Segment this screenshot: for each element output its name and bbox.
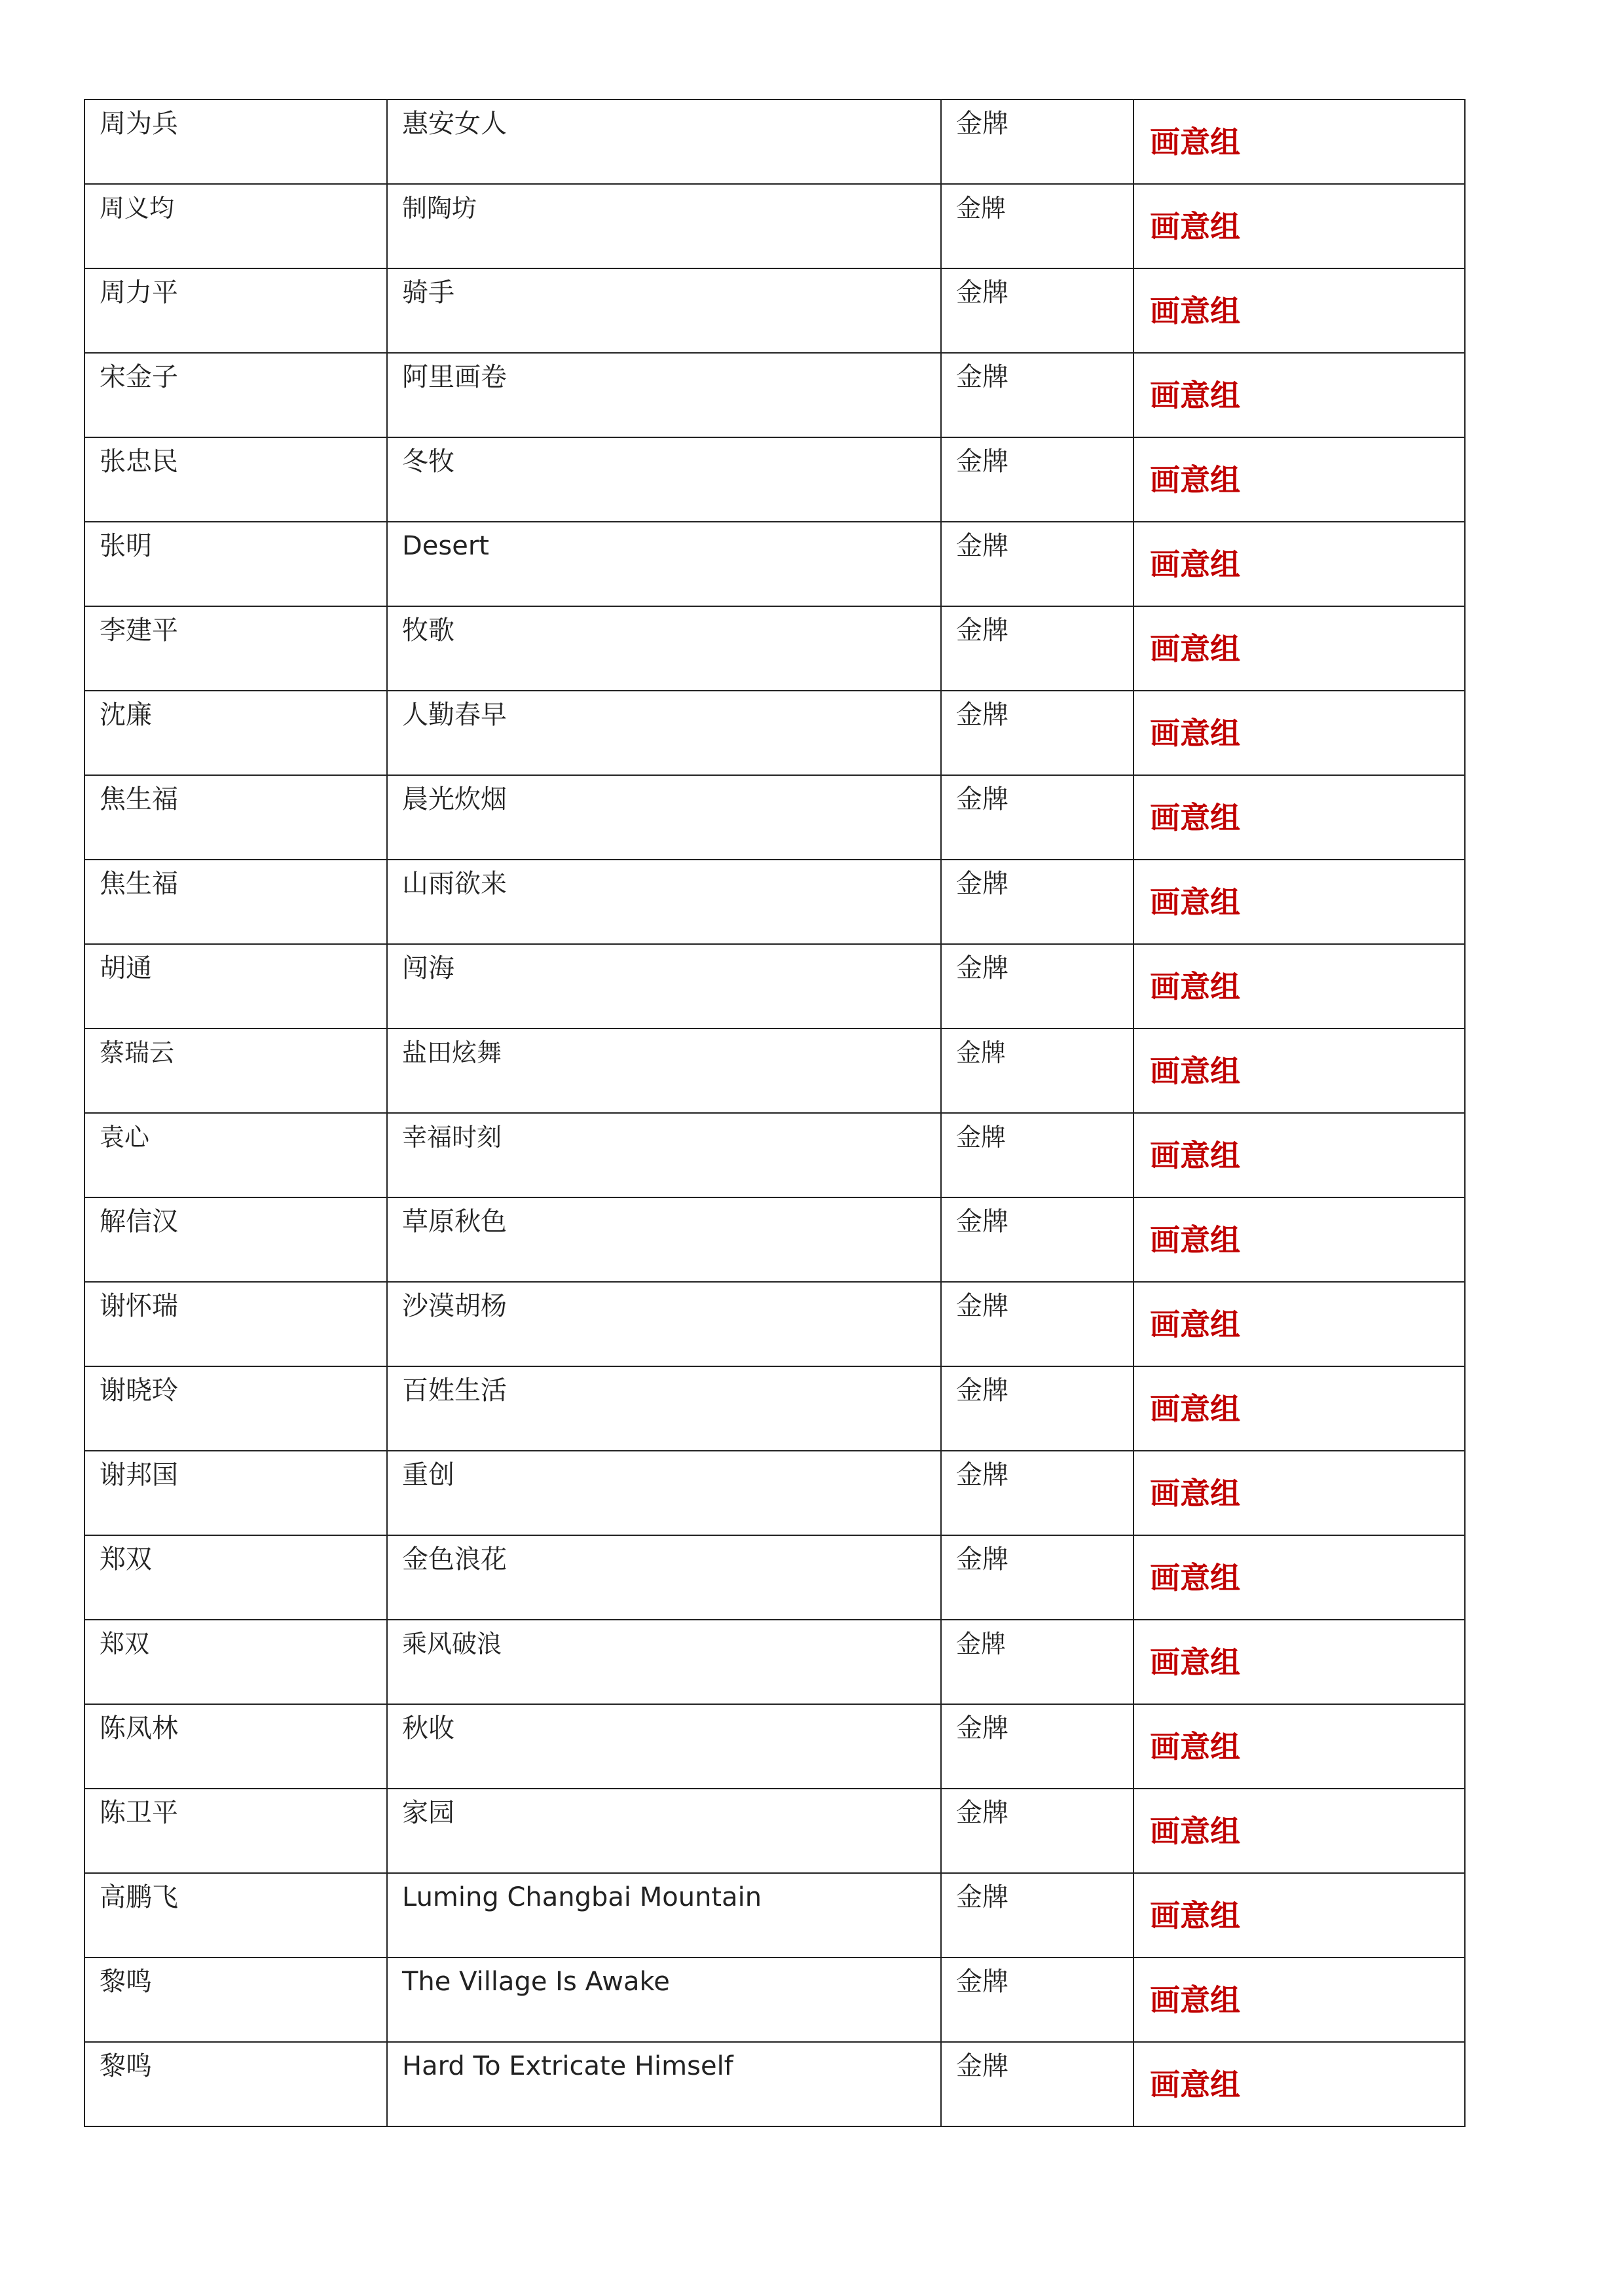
group-cell xyxy=(1134,1113,1465,1197)
award-cell xyxy=(941,1789,1134,1873)
author-text: 黎鸣 xyxy=(100,2051,152,2081)
award-cell xyxy=(941,522,1134,606)
author-text: 郑双 xyxy=(100,1544,152,1575)
author-cell xyxy=(84,860,387,944)
group-cell xyxy=(1134,184,1465,268)
author-cell xyxy=(84,353,387,437)
table-row xyxy=(84,1197,1465,1282)
award-text: 金牌 xyxy=(956,1376,1008,1406)
group-cell xyxy=(1134,1873,1465,1958)
group-cell xyxy=(1134,522,1465,606)
author-text: 周义均 xyxy=(100,194,175,223)
award-cell xyxy=(941,1535,1134,1620)
title-text: 惠安女人 xyxy=(402,109,507,139)
title-cell xyxy=(387,353,941,437)
title-cell xyxy=(387,691,941,775)
group-cell xyxy=(1134,944,1465,1029)
award-text: 金牌 xyxy=(956,1798,1008,1828)
award-text: 金牌 xyxy=(956,700,1008,730)
author-text: 陈凤林 xyxy=(100,1713,178,1743)
title-cell xyxy=(387,268,941,353)
author-cell xyxy=(84,606,387,691)
group-text: 画意组 xyxy=(1150,1813,1240,1849)
group-cell xyxy=(1134,1029,1465,1113)
table-row xyxy=(84,353,1465,437)
author-text: 周为兵 xyxy=(100,109,178,139)
title-text: 牧歌 xyxy=(402,615,454,646)
title-cell xyxy=(387,606,941,691)
title-text: 盐田炫舞 xyxy=(402,1038,502,1067)
table-row xyxy=(84,944,1465,1029)
title-text: 家园 xyxy=(402,1798,454,1828)
table-row xyxy=(84,100,1465,184)
title-cell xyxy=(387,1113,941,1197)
group-cell xyxy=(1134,860,1465,944)
author-cell xyxy=(84,1282,387,1366)
author-text: 谢邦国 xyxy=(100,1460,178,1490)
group-text: 画意组 xyxy=(1150,209,1240,244)
award-cell xyxy=(941,860,1134,944)
award-text: 金牌 xyxy=(956,278,1008,308)
award-text: 金牌 xyxy=(956,531,1008,561)
award-table xyxy=(84,99,1466,2127)
award-cell xyxy=(941,437,1134,522)
award-cell xyxy=(941,1704,1134,1789)
author-cell xyxy=(84,1873,387,1958)
group-text: 画意组 xyxy=(1150,293,1240,329)
author-cell xyxy=(84,1704,387,1789)
award-cell xyxy=(941,1113,1134,1197)
title-text: 冬牧 xyxy=(402,446,454,477)
author-cell xyxy=(84,1366,387,1451)
author-cell xyxy=(84,775,387,860)
title-cell xyxy=(387,1873,941,1958)
author-cell xyxy=(84,268,387,353)
title-text: Hard To Extricate Himself xyxy=(402,2051,733,2081)
table-row xyxy=(84,1282,1465,1366)
author-text: 焦生福 xyxy=(100,784,178,814)
award-cell xyxy=(941,775,1134,860)
group-cell xyxy=(1134,775,1465,860)
table-row xyxy=(84,606,1465,691)
title-text: 人勤春早 xyxy=(402,700,507,730)
title-text: 秋收 xyxy=(402,1713,454,1743)
award-cell xyxy=(941,2042,1134,2126)
title-cell xyxy=(387,1366,941,1451)
award-cell xyxy=(941,1620,1134,1704)
award-cell xyxy=(941,1197,1134,1282)
title-text: Luming Changbai Mountain xyxy=(402,1882,762,1912)
author-cell xyxy=(84,184,387,268)
author-text: 周力平 xyxy=(100,278,178,308)
award-text: 金牌 xyxy=(956,784,1008,814)
award-table-body xyxy=(84,100,1465,2126)
group-text: 画意组 xyxy=(1150,124,1240,160)
group-cell xyxy=(1134,1197,1465,1282)
author-text: 焦生福 xyxy=(100,869,178,899)
group-text: 画意组 xyxy=(1150,1391,1240,1427)
title-cell xyxy=(387,1451,941,1535)
award-text: 金牌 xyxy=(956,446,1008,477)
table-row xyxy=(84,1789,1465,1873)
group-text: 画意组 xyxy=(1150,1307,1240,1342)
title-text: 制陶坊 xyxy=(402,194,477,223)
group-cell xyxy=(1134,353,1465,437)
group-text: 画意组 xyxy=(1150,884,1240,920)
title-cell xyxy=(387,1282,941,1366)
title-cell xyxy=(387,860,941,944)
group-cell xyxy=(1134,1451,1465,1535)
award-text: 金牌 xyxy=(956,869,1008,899)
award-cell xyxy=(941,184,1134,268)
group-cell xyxy=(1134,2042,1465,2126)
title-text: 金色浪花 xyxy=(402,1544,507,1575)
author-cell xyxy=(84,100,387,184)
table-row xyxy=(84,268,1465,353)
award-text: 金牌 xyxy=(956,1713,1008,1743)
title-cell xyxy=(387,1197,941,1282)
title-cell xyxy=(387,184,941,268)
author-text: 张明 xyxy=(100,531,152,561)
table-row xyxy=(84,1366,1465,1451)
group-text: 画意组 xyxy=(1150,2067,1240,2102)
group-text: 画意组 xyxy=(1150,969,1240,1004)
group-text: 画意组 xyxy=(1150,1982,1240,2018)
group-cell xyxy=(1134,1789,1465,1873)
author-text: 谢晓玲 xyxy=(100,1376,178,1406)
award-cell xyxy=(941,1282,1134,1366)
author-text: 李建平 xyxy=(100,615,178,646)
award-cell xyxy=(941,691,1134,775)
author-cell xyxy=(84,1958,387,2042)
group-cell xyxy=(1134,100,1465,184)
title-cell xyxy=(387,522,941,606)
author-text: 袁心 xyxy=(100,1123,150,1152)
award-text: 金牌 xyxy=(956,362,1008,392)
author-text: 张忠民 xyxy=(100,446,178,477)
group-cell xyxy=(1134,606,1465,691)
group-text: 画意组 xyxy=(1150,378,1240,413)
group-cell xyxy=(1134,437,1465,522)
table-row xyxy=(84,1704,1465,1789)
title-text: 阿里画卷 xyxy=(402,362,507,392)
group-text: 画意组 xyxy=(1150,462,1240,498)
award-text: 金牌 xyxy=(956,1630,1006,1658)
title-cell xyxy=(387,1958,941,2042)
group-text: 画意组 xyxy=(1150,716,1240,751)
title-cell xyxy=(387,1704,941,1789)
author-cell xyxy=(84,1197,387,1282)
award-text: 金牌 xyxy=(956,1207,1008,1237)
group-text: 画意组 xyxy=(1150,1729,1240,1764)
award-text: 金牌 xyxy=(956,1460,1008,1490)
author-cell xyxy=(84,1451,387,1535)
group-text: 画意组 xyxy=(1150,1138,1240,1173)
title-text: 百姓生活 xyxy=(402,1376,507,1406)
award-text: 金牌 xyxy=(956,1291,1008,1321)
author-cell xyxy=(84,1620,387,1704)
title-cell xyxy=(387,437,941,522)
group-cell xyxy=(1134,1958,1465,2042)
table-row xyxy=(84,860,1465,944)
group-text: 画意组 xyxy=(1150,1476,1240,1511)
group-text: 画意组 xyxy=(1150,1053,1240,1089)
author-cell xyxy=(84,1789,387,1873)
title-cell xyxy=(387,944,941,1029)
award-cell xyxy=(941,606,1134,691)
group-text: 画意组 xyxy=(1150,1645,1240,1680)
title-text: 幸福时刻 xyxy=(402,1123,502,1152)
group-cell xyxy=(1134,1535,1465,1620)
group-text: 画意组 xyxy=(1150,1898,1240,1933)
author-text: 解信汉 xyxy=(100,1207,178,1237)
table-row xyxy=(84,2042,1465,2126)
author-text: 郑双 xyxy=(100,1630,150,1658)
table-row xyxy=(84,437,1465,522)
author-cell xyxy=(84,2042,387,2126)
group-cell xyxy=(1134,1704,1465,1789)
award-cell xyxy=(941,100,1134,184)
title-cell xyxy=(387,1620,941,1704)
award-text: 金牌 xyxy=(956,109,1008,139)
table-row xyxy=(84,1451,1465,1535)
group-text: 画意组 xyxy=(1150,631,1240,666)
title-text: 重创 xyxy=(402,1460,454,1490)
author-cell xyxy=(84,691,387,775)
group-text: 画意组 xyxy=(1150,800,1240,835)
title-cell xyxy=(387,1535,941,1620)
table-row xyxy=(84,1535,1465,1620)
award-cell xyxy=(941,268,1134,353)
group-text: 画意组 xyxy=(1150,547,1240,582)
author-text: 沈廉 xyxy=(100,700,152,730)
award-cell xyxy=(941,353,1134,437)
group-text: 画意组 xyxy=(1150,1222,1240,1258)
author-text: 胡通 xyxy=(100,953,152,983)
award-cell xyxy=(941,1029,1134,1113)
table-row xyxy=(84,184,1465,268)
author-cell xyxy=(84,1113,387,1197)
table-row xyxy=(84,1113,1465,1197)
table-row xyxy=(84,1873,1465,1958)
group-cell xyxy=(1134,1366,1465,1451)
award-text: 金牌 xyxy=(956,1967,1008,1997)
title-text: 沙漠胡杨 xyxy=(402,1291,507,1321)
title-cell xyxy=(387,775,941,860)
title-text: 晨光炊烟 xyxy=(402,784,507,814)
table-row xyxy=(84,775,1465,860)
group-cell xyxy=(1134,1282,1465,1366)
title-text: 闯海 xyxy=(402,953,454,983)
author-cell xyxy=(84,522,387,606)
table-row xyxy=(84,522,1465,606)
title-cell xyxy=(387,100,941,184)
award-text: 金牌 xyxy=(956,1038,1006,1067)
group-cell xyxy=(1134,691,1465,775)
award-text: 金牌 xyxy=(956,194,1006,223)
table-row xyxy=(84,1958,1465,2042)
award-cell xyxy=(941,1366,1134,1451)
title-text: Desert xyxy=(402,531,489,561)
award-cell xyxy=(941,1958,1134,2042)
author-cell xyxy=(84,1535,387,1620)
group-cell xyxy=(1134,268,1465,353)
award-text: 金牌 xyxy=(956,2051,1008,2081)
group-text: 画意组 xyxy=(1150,1560,1240,1595)
award-text: 金牌 xyxy=(956,1544,1008,1575)
title-text: 草原秋色 xyxy=(402,1207,507,1237)
title-text: 山雨欲来 xyxy=(402,869,507,899)
author-cell xyxy=(84,1029,387,1113)
title-text: 乘风破浪 xyxy=(402,1630,502,1658)
award-text: 金牌 xyxy=(956,953,1008,983)
author-cell xyxy=(84,944,387,1029)
author-cell xyxy=(84,437,387,522)
title-cell xyxy=(387,1789,941,1873)
title-cell xyxy=(387,1029,941,1113)
title-cell xyxy=(387,2042,941,2126)
author-text: 蔡瑞云 xyxy=(100,1038,175,1067)
title-text: 骑手 xyxy=(402,278,454,308)
award-cell xyxy=(941,1451,1134,1535)
award-cell xyxy=(941,1873,1134,1958)
award-text: 金牌 xyxy=(956,615,1008,646)
award-text: 金牌 xyxy=(956,1123,1006,1152)
award-text: 金牌 xyxy=(956,1882,1008,1912)
award-cell xyxy=(941,944,1134,1029)
author-text: 陈卫平 xyxy=(100,1798,178,1828)
author-text: 谢怀瑞 xyxy=(100,1291,178,1321)
author-text: 高鹏飞 xyxy=(100,1882,178,1912)
author-text: 黎鸣 xyxy=(100,1967,152,1997)
group-cell xyxy=(1134,1620,1465,1704)
table-row xyxy=(84,1029,1465,1113)
table-row xyxy=(84,1620,1465,1704)
author-text: 宋金子 xyxy=(100,362,178,392)
title-text: The Village Is Awake xyxy=(402,1967,670,1997)
table-row xyxy=(84,691,1465,775)
